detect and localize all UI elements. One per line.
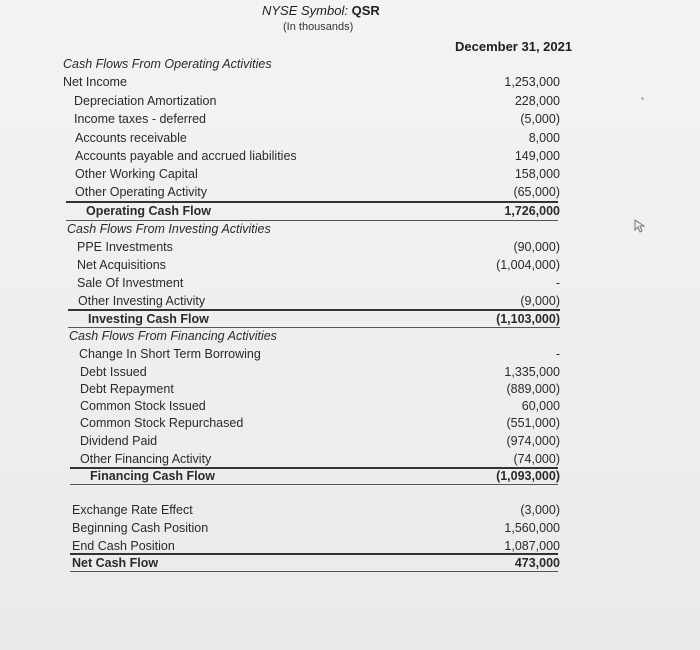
total-value: 473,000 (514, 556, 560, 570)
row-label: Common Stock Repurchased (80, 416, 244, 430)
row-label: Beginning Cash Position (72, 521, 209, 535)
total-row-net-cash (0, 554, 700, 572)
total-label: Financing Cash Flow (90, 469, 216, 483)
operating-section-title-row (0, 55, 700, 73)
table-row (0, 292, 700, 310)
operating-section-title: Cash Flows From Operating Activities (63, 57, 272, 71)
units-note: (In thousands) (283, 21, 354, 33)
divider (70, 571, 558, 572)
table-row (0, 363, 700, 381)
table-row (0, 414, 700, 432)
ticker-heading (262, 3, 380, 18)
row-value: (74,000) (513, 452, 560, 466)
row-label: Change In Short Term Borrowing (79, 347, 261, 361)
row-label: Net Acquisitions (77, 258, 166, 272)
row-value: (1,004,000) (496, 258, 560, 272)
table-row (0, 274, 700, 292)
row-value: (5,000) (520, 112, 560, 126)
symbol-label: NYSE Symbol: (262, 3, 348, 18)
row-value: (974,000) (506, 434, 560, 448)
row-value: 149,000 (514, 149, 560, 163)
row-value: 1,253,000 (504, 75, 560, 89)
row-value: (889,000) (506, 382, 560, 396)
table-row (0, 165, 700, 183)
row-value: (90,000) (513, 240, 560, 254)
row-label: Accounts payable and accrued liabilities (75, 149, 297, 163)
financing-section-title-row (0, 327, 700, 345)
investing-section-title-row (0, 220, 700, 238)
row-label: Accounts receivable (75, 131, 187, 145)
table-row (0, 129, 700, 147)
investing-section-title: Cash Flows From Investing Activities (67, 222, 271, 236)
row-value: (3,000) (520, 503, 560, 517)
row-label: Exchange Rate Effect (72, 503, 193, 517)
table-row (0, 183, 700, 201)
row-label: Debt Repayment (80, 382, 174, 396)
row-label: Common Stock Issued (80, 399, 206, 413)
table-row (0, 519, 700, 537)
row-value: 1,560,000 (504, 521, 560, 535)
mouse-cursor-icon (634, 219, 646, 236)
table-row (0, 380, 700, 398)
total-value: 1,726,000 (504, 204, 560, 218)
table-row (0, 432, 700, 450)
table-row (0, 110, 700, 128)
total-row-financing (0, 467, 700, 485)
total-label: Operating Cash Flow (86, 204, 212, 218)
row-label: Sale Of Investment (77, 276, 184, 290)
table-row (0, 238, 700, 256)
row-label: Other Investing Activity (78, 294, 206, 308)
row-value: (65,000) (513, 185, 560, 199)
row-label: End Cash Position (72, 539, 175, 553)
table-row (0, 501, 700, 519)
row-value: 158,000 (514, 167, 560, 181)
row-value: - (555, 347, 560, 361)
speck (641, 97, 644, 100)
row-value: 228,000 (514, 94, 560, 108)
table-row (0, 73, 700, 91)
table-row (0, 256, 700, 274)
row-label: PPE Investments (77, 240, 173, 254)
row-value: 1,087,000 (504, 539, 560, 553)
row-value: (551,000) (506, 416, 560, 430)
row-label: Other Working Capital (75, 167, 198, 181)
table-row (0, 147, 700, 165)
row-value: 8,000 (528, 131, 560, 145)
total-row-operating (0, 202, 700, 220)
total-row-investing (0, 310, 700, 328)
row-value: - (555, 276, 560, 290)
table-row (0, 345, 700, 363)
row-label: Other Financing Activity (80, 452, 212, 466)
total-value: (1,093,000) (496, 469, 560, 483)
row-label: Dividend Paid (80, 434, 158, 448)
financing-section-title: Cash Flows From Financing Activities (69, 329, 277, 343)
row-label: Income taxes - deferred (74, 112, 207, 126)
table-row (0, 92, 700, 110)
row-label: Depreciation Amortization (74, 94, 217, 108)
divider (70, 484, 558, 485)
row-label: Other Operating Activity (75, 185, 208, 199)
column-heading-date: December 31, 2021 (455, 39, 573, 54)
total-label: Net Cash Flow (72, 556, 159, 570)
table-row (0, 397, 700, 415)
ticker-symbol: QSR (351, 3, 380, 18)
total-value: (1,103,000) (496, 312, 560, 326)
row-value: 1,335,000 (504, 365, 560, 379)
table-row (0, 450, 700, 468)
total-label: Investing Cash Flow (88, 312, 209, 326)
row-label: Net Income (63, 75, 127, 89)
row-label: Debt Issued (80, 365, 147, 379)
row-value: 60,000 (521, 399, 560, 413)
row-value: (9,000) (520, 294, 560, 308)
